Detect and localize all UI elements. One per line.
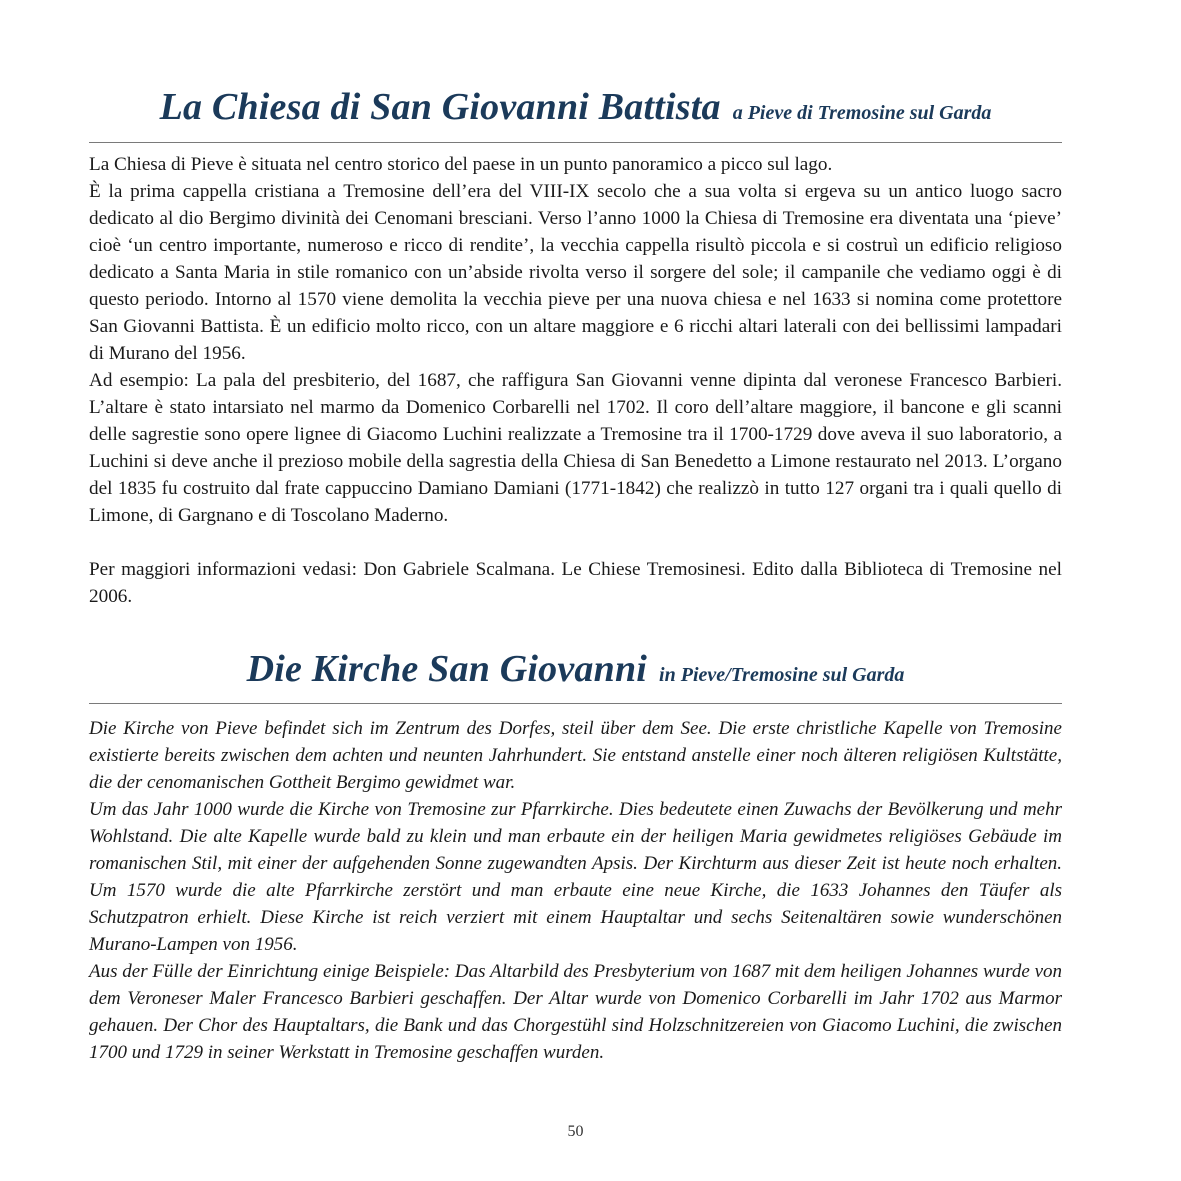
- german-paragraph-1: Die Kirche von Pieve befindet sich im Zentrum des Dorfes, steil über dem See. Die erste christliche Kapelle von Tremosine existierte bereits zwischen dem achten und neunten Jahrhundert. Sie entstand anstelle einer noch älteren religiösen Kultstätte, die der cenomanischen Gottheit Bergimo gewidmet war.: [89, 718, 1062, 793]
- italian-subtitle: a Pieve di Tremosine sul Garda: [732, 102, 992, 124]
- italian-section-title: [89, 88, 1062, 126]
- german-subtitle: in Pieve/Tremosine sul Garda: [659, 664, 905, 686]
- italian-title: La Chiesa di San Giovanni Battista: [159, 86, 721, 128]
- italian-title-rule: [89, 142, 1062, 143]
- german-title-rule: [89, 703, 1062, 704]
- italian-paragraph-2: È la prima cappella cristiana a Tremosine dell’era del VIII-IX secolo che a sua volta si ergeva su un antico luogo sacro dedicato al dio Bergimo divinità dei Cenomani bresciani. Verso l’anno 1000 la Chiesa di Tremosine era diventata una ‘pieve’ cioè ‘un centro importante, numeroso e ricco di rendite’, la vecchia cappella risultò piccola e si costruì un edificio religioso dedicato a Santa Maria in stile romanico con un’abside rivolta verso il sorgere del sole; il campanile che vediamo oggi è di questo periodo. Intorno al 1570 viene demolita la vecchia pieve per una nuova chiesa e nel 1633 si nomina come protettore San Giovanni Battista. È un edificio molto ricco, con un altare maggiore e 6 ricchi altari laterali con dei bellissimi lampadari di Murano del 1956.: [89, 181, 1062, 364]
- italian-paragraph-1: La Chiesa di Pieve è situata nel centro storico del paese in un punto panoramico a picco sul lago.: [89, 154, 833, 175]
- german-paragraph-3: Aus der Fülle der Einrichtung einige Beispiele: Das Altarbild des Presbyterium von 1687 mit dem heiligen Johannes wurde von dem Veroneser Maler Francesco Barbieri geschaffen. Der Altar wurde von Domenico Corbarelli im Jahr 1702 aus Marmor gehauen. Der Chor des Hauptaltars, die Bank und das Chorgestühl sind Holzschnitzereien von Giacomo Luchini, die zwischen 1700 und 1729 in seiner Werkstatt in Tremosine geschaffen wurden.: [89, 961, 1062, 1063]
- page-number: 50: [567, 1123, 584, 1140]
- german-title: Die Kirche San Giovanni: [246, 648, 648, 690]
- german-body: [89, 715, 1062, 1066]
- italian-body: [89, 151, 1062, 610]
- italian-reference-note: Per maggiori informazioni vedasi: Don Gabriele Scalmana. Le Chiese Tremosinesi. Edito dalla Biblioteca di Tremosine nel 2006.: [89, 559, 1062, 607]
- german-section-title: [89, 650, 1062, 688]
- italian-paragraph-3: Ad esempio: La pala del presbiterio, del 1687, che raffigura San Giovanni venne dipinta dal veronese Francesco Barbieri. L’altare è stato intarsiato nel marmo da Domenico Corbarelli nel 1702. Il coro dell’altare maggiore, il bancone e gli scanni delle sagrestie sono opere lignee di Giacomo Luchini realizzate a Tremosine tra il 1700-1729 dove aveva il suo laboratorio, a Luchini si deve anche il prezioso mobile della sagrestia della Chiesa di San Benedetto a Limone restaurato nel 2013. L’organo del 1835 fu costruito dal frate cappuccino Damiano Damiani (1771-1842) che realizzò in tutto 127 organi tra i quali quello di Limone, di Gargnano e di Toscolano Maderno.: [89, 370, 1062, 526]
- german-paragraph-2: Um das Jahr 1000 wurde die Kirche von Tremosine zur Pfarrkirche. Dies bedeutete einen Zuwachs der Bevölkerung und mehr Wohlstand. Die alte Kapelle wurde bald zu klein und man erbaute ein der heiligen Maria gewidmetes religiöses Gebäude im romanischen Stil, mit einer der aufgehenden Sonne zugewandten Apsis. Der Kirchturm aus dieser Zeit ist heute noch erhalten. Um 1570 wurde die alte Pfarrkirche zerstört und man erbaute eine neue Kirche, die 1633 Johannes den Täufer als Schutzpatron erhielt. Diese Kirche ist reich verziert mit einem Hauptaltar und sechs Seitenaltären sowie wunderschönen Murano-Lampen von 1956.: [89, 799, 1062, 955]
